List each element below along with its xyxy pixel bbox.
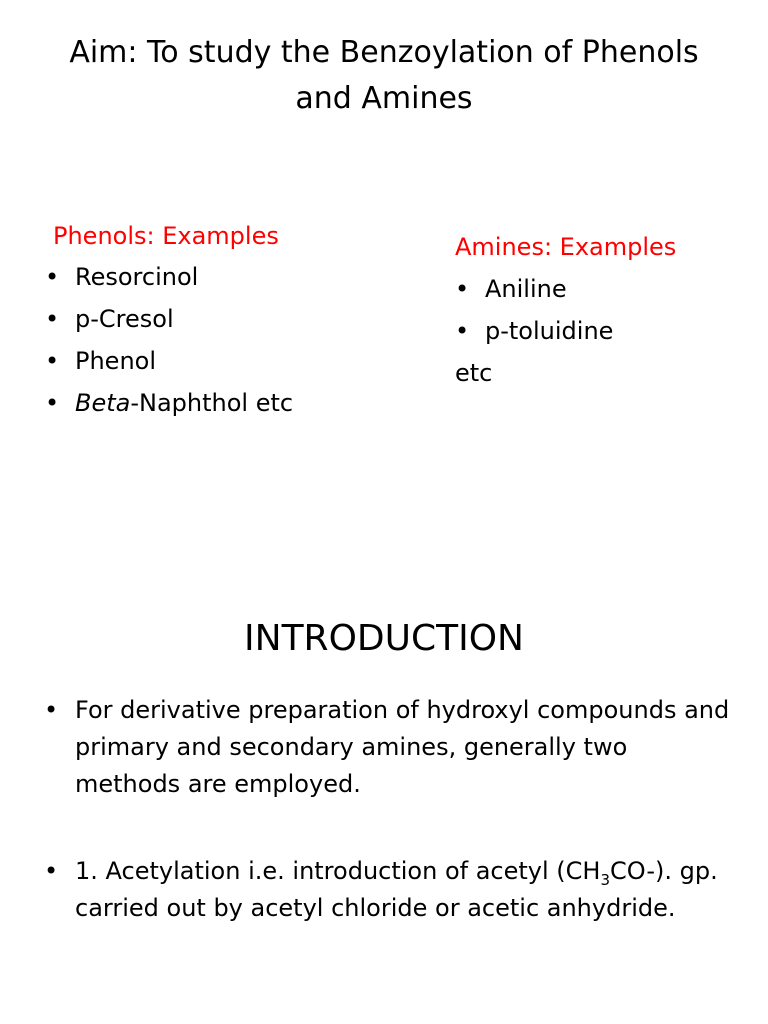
amines-item-aniline: • Aniline xyxy=(455,275,567,303)
bullet-icon: • xyxy=(455,317,470,345)
amines-item-p-toluidine: • p-toluidine xyxy=(455,317,614,345)
phenols-heading: Phenols: Examples xyxy=(53,222,279,250)
bullet-icon: • xyxy=(455,275,470,303)
phenols-item-phenol: • Phenol xyxy=(45,347,157,375)
bullet-icon: • xyxy=(44,696,59,724)
bullet-icon: • xyxy=(45,305,60,333)
bullet-icon: • xyxy=(45,389,60,417)
intro-paragraph-1: • For derivative preparation of hydroxyl compounds and primary and secondary amines, generally two methods are employed. xyxy=(44,692,734,803)
phenols-list xyxy=(45,262,293,430)
amines-list xyxy=(455,274,613,358)
bullet-icon: • xyxy=(44,857,59,885)
title-line-1: Aim: To study the Benzoylation of Phenols xyxy=(69,35,699,70)
intro-heading: INTRODUCTION xyxy=(244,618,524,659)
phenols-item-resorcinol: • Resorcinol xyxy=(45,263,199,291)
bullet-icon: • xyxy=(45,263,60,291)
title-line-2: and Amines xyxy=(295,81,473,116)
amines-etc: etc xyxy=(455,359,493,387)
phenols-item-beta-naphthol: • Beta-Naphthol etc xyxy=(45,389,294,417)
intro-paragraph-2: • 1. Acetylation i.e. introduction of acetyl $(CH_3CO-)$. gp. carried out by acetyl chloride or acetic anhydride. xyxy=(44,853,734,927)
bullet-icon: • xyxy=(45,347,60,375)
beta-italic: Beta xyxy=(75,389,131,417)
amines-heading: Amines: Examples xyxy=(455,233,677,261)
phenols-item-p-cresol: • p-Cresol xyxy=(45,305,174,333)
subscript-3: 3 xyxy=(600,870,611,889)
